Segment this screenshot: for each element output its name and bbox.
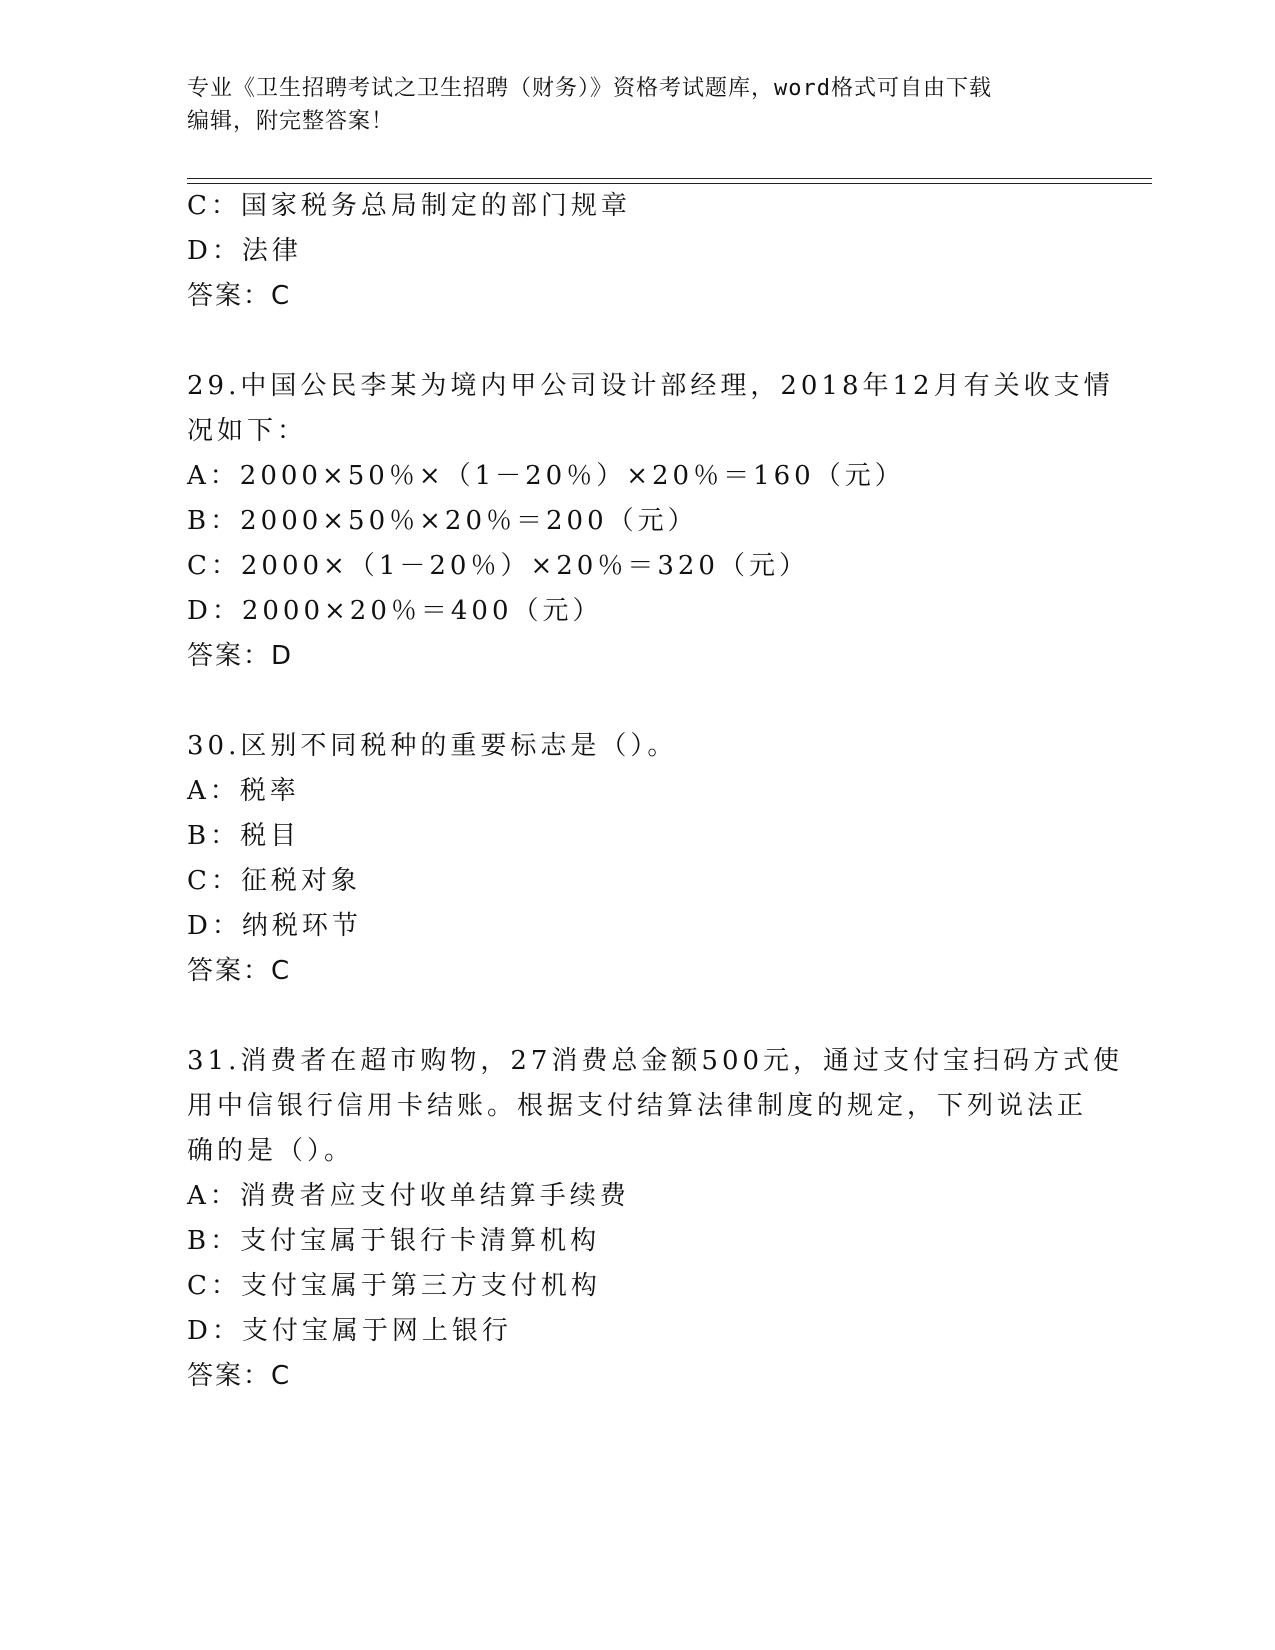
q30-option-c: C：征税对象: [187, 866, 361, 896]
q31-option-c: C：支付宝属于第三方支付机构: [187, 1271, 601, 1301]
q30-option-a: A：税率: [187, 776, 300, 806]
q31-stem-line-2: 用中信银行信用卡结账。根据支付结算法律制度的规定，下列说法正: [187, 1091, 1088, 1121]
q31-option-b: B：支付宝属于银行卡清算机构: [187, 1226, 601, 1256]
q29-answer: 答案：D: [187, 641, 294, 671]
q31-option-a: A：消费者应支付收单结算手续费: [187, 1181, 630, 1211]
header-line-2: 编辑，附完整答案！: [187, 109, 395, 134]
q30-answer: 答案：C: [187, 956, 292, 986]
q29-stem-line-1: 29.中国公民李某为境内甲公司设计部经理，2018年12月有关收支情: [187, 371, 1114, 401]
q30-option-d: D：纳税环节: [187, 911, 362, 941]
q31-answer: 答案：C: [187, 1361, 292, 1391]
q31-stem-line-1: 31.消费者在超市购物，27消费总金额500元，通过支付宝扫码方式使: [187, 1046, 1124, 1076]
q29-option-a: A：2000×50％×（1－20％）×20％＝160（元）: [187, 461, 905, 491]
q29-option-d: D：2000×20％＝400（元）: [187, 596, 603, 626]
q29-stem-line-2: 况如下：: [187, 416, 308, 446]
q28-option-c: C：国家税务总局制定的部门规章: [187, 191, 631, 221]
header-line-1: 专业《卫生招聘考试之卫生招聘（财务）》资格考试题库，word格式可自由下载: [187, 76, 992, 101]
q28-answer: 答案：C: [187, 281, 292, 311]
q31-option-d: D：支付宝属于网上银行: [187, 1316, 512, 1346]
q31-stem-line-3: 确的是（）。: [187, 1136, 355, 1166]
q28-option-d: D：法律: [187, 236, 302, 266]
q30-option-b: B：税目: [187, 821, 301, 851]
q29-option-b: B：2000×50％×20％＝200（元）: [187, 506, 698, 536]
document-header: [187, 72, 1087, 138]
header-divider-top: [187, 178, 1152, 179]
q30-stem: 30.区别不同税种的重要标志是（）。: [187, 731, 678, 761]
header-divider-bottom: [187, 183, 1152, 184]
q29-option-c: C：2000×（1－20％）×20％＝320（元）: [187, 551, 809, 581]
